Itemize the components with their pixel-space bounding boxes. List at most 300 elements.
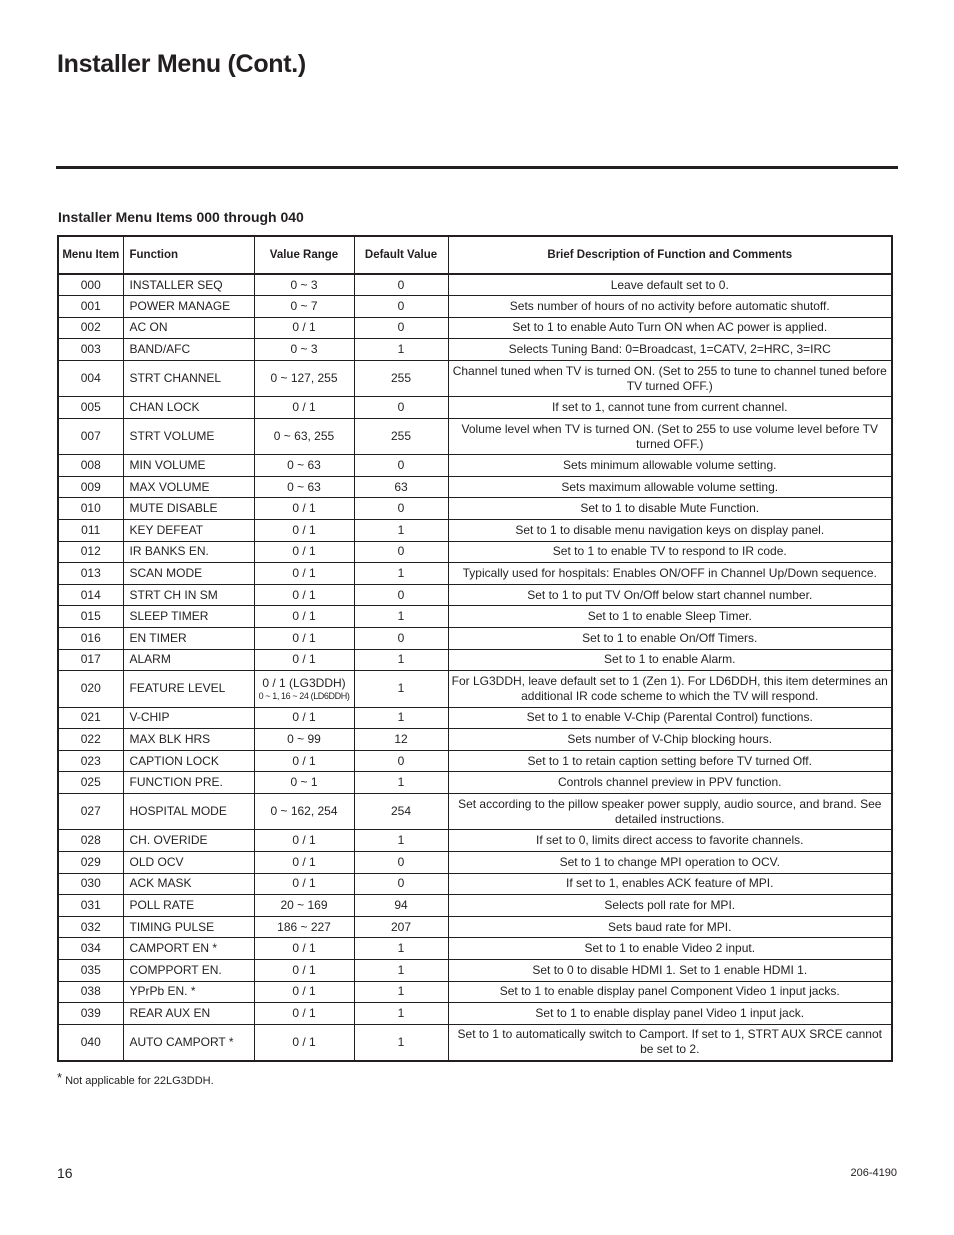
cell-value-range-text: 0 / 1 [292,710,316,725]
table-row [58,418,892,454]
cell-function [123,873,254,895]
cell-value-range-text: 0 ~ 3 [290,342,318,357]
cell-menu-item [58,317,123,339]
table-body [58,274,892,1061]
cell-menu-item-text: 004 [80,371,101,386]
cell-description [448,895,892,917]
cell-function-text: CH. OVERIDE [129,833,208,848]
cell-function-text: POLL RATE [129,897,195,912]
cell-function-text: HOSPITAL MODE [129,804,227,819]
cell-function-text: FEATURE LEVEL [129,681,226,696]
page-title: Installer Menu (Cont.) [57,50,306,78]
cell-description-text: Set to 1 to enable Alarm. [604,652,736,667]
cell-value-range [254,671,354,707]
cell-value-range [254,772,354,794]
cell-function [123,584,254,606]
cell-function [123,520,254,542]
cell-value-range [254,851,354,873]
header-default-value: Default Value [354,236,448,274]
table-row [58,959,892,981]
cell-function [123,476,254,498]
table-row [58,649,892,671]
cell-description [448,541,892,563]
cell-function-text: POWER MANAGE [129,298,231,313]
cell-description-text: Set to 1 to enable TV to respond to IR code. [552,544,787,559]
cell-description [448,873,892,895]
cell-value-range-text: 0 / 1 [292,400,316,415]
cell-default-value [354,649,448,671]
cell-default-value [354,317,448,339]
cell-default-value-text: 255 [390,429,412,444]
cell-menu-item-text: 001 [80,298,101,313]
cell-default-value [354,418,448,454]
cell-default-value [354,916,448,938]
cell-description [448,649,892,671]
cell-menu-item-text: 013 [80,566,101,581]
cell-default-value [354,959,448,981]
cell-value-range-text: 0 ~ 3 [290,277,318,292]
cell-description-text: Sets number of hours of no activity before automatic shutoff. [509,298,830,313]
cell-function-text: REAR AUX EN [129,1005,211,1020]
cell-function [123,895,254,917]
table-row [58,584,892,606]
cell-value-range [254,339,354,361]
cell-menu-item [58,959,123,981]
cell-description [448,916,892,938]
cell-menu-item-text: 015 [80,609,101,624]
cell-menu-item [58,873,123,895]
cell-description-text: Set to 1 to enable Sleep Timer. [587,609,752,624]
cell-value-range-text: 0 / 1 [292,1005,316,1020]
cell-default-value-text: 1 [397,609,405,624]
cell-description-text: Sets number of V-Chip blocking hours. [567,731,773,746]
cell-description-text: Set to 1 to enable V-Chip (Parental Control) functions. [526,710,813,725]
cell-description-text: Volume level when TV is turned ON. (Set to 255 to use volume level before TV turned OFF.) [461,421,878,451]
cell-function [123,628,254,650]
document-code: 206-4190 [850,1167,897,1179]
cell-menu-item [58,772,123,794]
cell-value-range-text: 186 ~ 227 [277,919,331,934]
cell-description-text: Set to 1 to enable Video 2 input. [584,941,756,956]
cell-value-range [254,750,354,772]
cell-default-value [354,793,448,829]
cell-description-text: Sets baud rate for MPI. [608,919,732,934]
cell-menu-item [58,628,123,650]
cell-default-value [354,584,448,606]
cell-default-value [354,707,448,729]
cell-default-value [354,520,448,542]
cell-default-value-text: 1 [397,941,405,956]
table-row [58,628,892,650]
cell-value-range-text: 0 ~ 127, 255 [270,371,338,386]
cell-description [448,1024,892,1060]
table-row [58,455,892,477]
cell-function [123,649,254,671]
cell-value-range-text: 0 ~ 162, 254 [270,804,338,819]
cell-menu-item [58,729,123,751]
cell-function-text: OLD OCV [129,854,184,869]
cell-default-value [354,274,448,296]
cell-description-text: Set according to the pillow speaker power supply, audio source, and brand. See detailed instructions. [458,796,882,826]
cell-function-text: BAND/AFC [129,342,191,357]
cell-description [448,750,892,772]
cell-value-range-note: 0 ~ 1, 16 ~ 24 (LD6DDH) [258,690,350,701]
table-row [58,1024,892,1060]
cell-function-text: CAPTION LOCK [129,753,219,768]
cell-default-value [354,851,448,873]
cell-value-range [254,498,354,520]
cell-default-value-text: 1 [397,681,405,696]
cell-description [448,455,892,477]
cell-function-text: CHAN LOCK [129,400,200,415]
table-row [58,520,892,542]
cell-menu-item [58,274,123,296]
cell-function-text: SCAN MODE [129,566,203,581]
cell-function [123,360,254,396]
cell-default-value [354,397,448,419]
cell-default-value-text: 0 [397,876,405,891]
cell-value-range-text: 0 / 1 [292,652,316,667]
cell-function-text: ALARM [129,652,171,667]
cell-value-range-text: 0 ~ 7 [290,298,318,313]
cell-description-text: Set to 1 to retain caption setting before TV turned Off. [527,753,812,768]
cell-value-range [254,606,354,628]
cell-default-value [354,772,448,794]
cell-description [448,360,892,396]
cell-default-value [354,455,448,477]
cell-menu-item [58,296,123,318]
cell-function [123,707,254,729]
cell-value-range [254,296,354,318]
cell-default-value-text: 0 [397,320,405,335]
cell-description-text: Typically used for hospitals: Enables ON/OFF in Channel Up/Down sequence. [462,566,877,581]
table-row [58,830,892,852]
page-number: 16 [57,1165,73,1181]
cell-function [123,1003,254,1025]
cell-description [448,671,892,707]
table-row [58,317,892,339]
cell-value-range [254,541,354,563]
cell-default-value [354,873,448,895]
cell-menu-item-text: 032 [80,919,101,934]
cell-function [123,418,254,454]
cell-default-value [354,938,448,960]
cell-default-value [354,498,448,520]
cell-value-range [254,981,354,1003]
cell-menu-item-text: 023 [80,753,101,768]
cell-default-value-text: 254 [390,804,412,819]
cell-function [123,541,254,563]
cell-menu-item [58,750,123,772]
cell-value-range [254,830,354,852]
cell-description [448,772,892,794]
cell-description [448,339,892,361]
cell-function [123,317,254,339]
cell-description [448,707,892,729]
cell-description [448,274,892,296]
cell-function [123,772,254,794]
cell-description [448,563,892,585]
cell-menu-item-text: 003 [80,342,101,357]
cell-value-range [254,916,354,938]
cell-value-range-text: 0 / 1 [292,609,316,624]
cell-default-value-text: 0 [397,587,405,602]
cell-menu-item-text: 020 [80,681,101,696]
cell-description-text: Set to 1 to disable menu navigation keys on display panel. [515,522,825,537]
cell-menu-item [58,476,123,498]
cell-menu-item-text: 021 [80,710,101,725]
cell-description [448,830,892,852]
cell-menu-item-text: 005 [80,400,101,415]
cell-function [123,397,254,419]
cell-menu-item-text: 025 [80,775,101,790]
table-row [58,981,892,1003]
cell-description-text: Set to 1 to automatically switch to Camport. If set to 1, STRT AUX SRCE cannot be set to 2. [457,1027,882,1057]
table-row [58,916,892,938]
cell-value-range [254,793,354,829]
cell-function-text: AUTO CAMPORT * [129,1034,234,1049]
cell-description-text: Selects poll rate for MPI. [604,897,736,912]
cell-default-value [354,1003,448,1025]
cell-default-value-text: 0 [397,854,405,869]
cell-value-range [254,274,354,296]
cell-value-range-text: 0 / 1 [292,962,316,977]
cell-function-text: FUNCTION PRE. [129,775,223,790]
cell-default-value-text: 1 [397,962,405,977]
cell-description [448,296,892,318]
cell-value-range-text: 0 / 1 [292,566,316,581]
cell-menu-item [58,498,123,520]
cell-menu-item [58,397,123,419]
cell-function [123,339,254,361]
cell-description-text: For LG3DDH, leave default set to 1 (Zen 1). For LD6DDH, this item determines an additional IR code scheme to which the TV will respond. [451,673,888,703]
cell-value-range [254,729,354,751]
cell-default-value-text: 0 [397,501,405,516]
cell-value-range [254,707,354,729]
cell-default-value [354,563,448,585]
cell-value-range [254,563,354,585]
cell-value-range-text: 0 / 1 [292,1034,316,1049]
cell-menu-item [58,851,123,873]
cell-description [448,606,892,628]
cell-menu-item-text: 028 [80,833,101,848]
cell-function [123,981,254,1003]
cell-function-text: STRT CHANNEL [129,371,222,386]
cell-menu-item [58,418,123,454]
cell-default-value [354,360,448,396]
cell-default-value-text: 0 [397,753,405,768]
cell-function-text: COMPPORT EN. [129,962,222,977]
cell-default-value-text: 1 [397,1005,405,1020]
cell-value-range-text: 0 / 1 [292,941,316,956]
cell-description-text: Set to 1 to enable Auto Turn ON when AC power is applied. [512,320,828,335]
cell-menu-item [58,793,123,829]
cell-value-range-text: 0 ~ 63 [287,479,321,494]
cell-function [123,498,254,520]
cell-default-value-text: 0 [397,630,405,645]
cell-value-range-text: 0 / 1 [292,833,316,848]
cell-value-range-text: 0 / 1 [292,876,316,891]
cell-default-value [354,671,448,707]
cell-default-value-text: 1 [397,522,405,537]
table-row [58,895,892,917]
cell-function [123,793,254,829]
cell-menu-item [58,707,123,729]
table-row [58,851,892,873]
table-row [58,750,892,772]
cell-description [448,317,892,339]
cell-menu-item [58,520,123,542]
cell-default-value [354,981,448,1003]
table-row [58,793,892,829]
cell-description [448,959,892,981]
cell-menu-item-text: 029 [80,854,101,869]
cell-menu-item-text: 039 [80,1005,101,1020]
cell-function [123,959,254,981]
cell-default-value [354,541,448,563]
cell-function-text: IR BANKS EN. [129,544,209,559]
cell-menu-item-text: 002 [80,320,101,335]
cell-menu-item [58,606,123,628]
table-row [58,772,892,794]
cell-function-text: TIMING PULSE [129,919,215,934]
cell-function [123,938,254,960]
cell-description [448,628,892,650]
cell-value-range-text: 0 / 1 [292,854,316,869]
cell-default-value-text: 0 [397,400,405,415]
cell-menu-item-text: 011 [81,522,101,537]
cell-default-value [354,830,448,852]
header-menu-item: Menu Item [58,236,123,274]
cell-function-text: MUTE DISABLE [129,501,218,516]
table-row [58,296,892,318]
cell-menu-item [58,541,123,563]
section-heading: Installer Menu Items 000 through 040 [58,209,304,225]
cell-value-range [254,1024,354,1060]
table-row [58,541,892,563]
cell-description [448,520,892,542]
cell-description-text: Set to 1 to enable display panel Video 1 input jack. [535,1005,805,1020]
cell-menu-item-text: 031 [80,897,101,912]
cell-menu-item-text: 030 [80,876,101,891]
cell-value-range [254,584,354,606]
cell-menu-item [58,1003,123,1025]
cell-default-value [354,1024,448,1060]
cell-default-value [354,729,448,751]
cell-function [123,296,254,318]
cell-function-text: MAX BLK HRS [129,731,211,746]
cell-menu-item-text: 010 [80,501,101,516]
cell-value-range-text: 0 ~ 99 [287,731,321,746]
cell-value-range [254,628,354,650]
cell-function-text: STRT VOLUME [129,429,215,444]
cell-menu-item [58,649,123,671]
cell-function [123,916,254,938]
cell-menu-item-text: 000 [80,277,101,292]
cell-function-text: CAMPORT EN * [129,941,218,956]
cell-value-range [254,873,354,895]
cell-value-range-text: 0 / 1 (LG3DDH) [262,675,346,690]
cell-default-value-text: 1 [397,775,405,790]
table-header-row [58,236,892,274]
title-divider [56,166,898,169]
cell-function [123,830,254,852]
cell-description-text: Set to 1 to change MPI operation to OCV. [559,854,780,869]
cell-value-range [254,360,354,396]
cell-menu-item-text: 008 [80,458,101,473]
cell-value-range-text: 0 ~ 63, 255 [273,429,335,444]
cell-value-range-text: 0 / 1 [292,544,316,559]
cell-function-text: YPrPb EN. * [129,984,196,999]
cell-description-text: Set to 1 to put TV On/Off below start channel number. [527,587,813,602]
cell-function-text: KEY DEFEAT [129,522,204,537]
cell-function [123,750,254,772]
header-value-range: Value Range [254,236,354,274]
cell-default-value-text: 12 [394,731,408,746]
installer-menu-table [57,235,893,1062]
cell-menu-item [58,830,123,852]
cell-default-value-text: 0 [397,544,405,559]
cell-menu-item-text: 009 [80,479,101,494]
table-row [58,476,892,498]
cell-description-text: Selects Tuning Band: 0=Broadcast, 1=CATV, 2=HRC, 3=IRC [508,342,831,357]
table-row [58,671,892,707]
cell-value-range [254,1003,354,1025]
cell-description [448,476,892,498]
footnote [57,1072,214,1087]
footnote-text: Not applicable for 22LG3DDH. [65,1075,214,1087]
cell-description-text: Set to 1 to enable display panel Component Video 1 input jacks. [499,984,840,999]
cell-value-range-text: 0 ~ 1 [290,775,318,790]
cell-value-range-text: 0 / 1 [292,501,316,516]
table-row [58,729,892,751]
cell-menu-item-text: 022 [80,731,101,746]
cell-menu-item-text: 017 [80,652,101,667]
cell-value-range [254,895,354,917]
cell-value-range-text: 0 / 1 [292,320,316,335]
cell-description-text: Sets minimum allowable volume setting. [563,458,777,473]
table-row [58,339,892,361]
cell-description-text: If set to 1, cannot tune from current channel. [552,400,788,415]
table-row [58,563,892,585]
cell-menu-item [58,671,123,707]
cell-default-value-text: 1 [397,710,405,725]
cell-description-text: Channel tuned when TV is turned ON. (Set to 255 to tune to channel tuned before TV turned OFF.) [452,363,887,393]
cell-menu-item [58,938,123,960]
cell-value-range-text: 20 ~ 169 [280,897,328,912]
cell-function-text: MIN VOLUME [129,458,206,473]
cell-function [123,671,254,707]
cell-function-text: EN TIMER [129,630,187,645]
cell-menu-item [58,981,123,1003]
cell-default-value [354,628,448,650]
cell-value-range [254,520,354,542]
cell-function-text: SLEEP TIMER [129,609,209,624]
cell-menu-item [58,360,123,396]
cell-value-range-text: 0 ~ 63 [287,458,321,473]
cell-description-text: Leave default set to 0. [610,277,729,292]
table-row [58,498,892,520]
cell-function-text: STRT CH IN SM [129,587,218,602]
table-row [58,707,892,729]
cell-default-value-text: 1 [397,566,405,581]
cell-menu-item-text: 038 [80,984,101,999]
cell-function [123,274,254,296]
table-row [58,1003,892,1025]
cell-value-range [254,959,354,981]
cell-function-text: ACK MASK [129,876,192,891]
cell-description-text: Set to 0 to disable HDMI 1. Set to 1 enable HDMI 1. [532,962,808,977]
